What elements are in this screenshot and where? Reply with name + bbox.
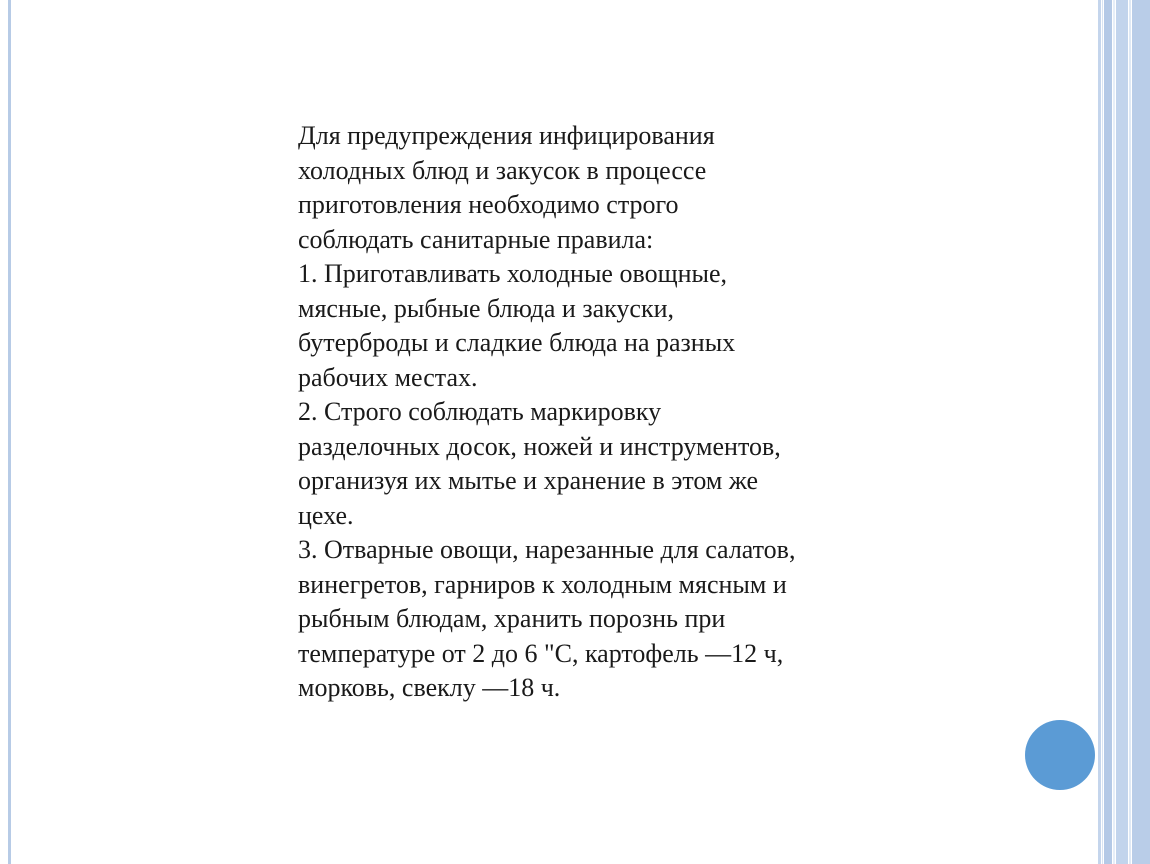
text-line: рыбным блюдам, хранить порознь при	[298, 604, 726, 633]
decorative-circle	[1025, 720, 1095, 790]
text-line: организуя их мытье и хранение в этом же	[298, 466, 759, 495]
stripe	[1104, 0, 1112, 864]
right-decorative-stripes	[1098, 0, 1150, 864]
text-line: разделочных досок, ножей и инструментов,	[298, 431, 781, 461]
stripe	[1098, 0, 1101, 864]
text-line: цехе.	[298, 500, 354, 530]
text-line: температуре от 2 до 6 "С, картофель —12 ч,	[298, 638, 784, 668]
text-line: морковь, свеклу —18 ч.	[298, 673, 561, 702]
list-item-3-line: 3. Отварные овощи, нарезанные для салатов,	[298, 535, 796, 564]
list-item-2-line: 2. Строго соблюдать маркировку	[298, 397, 662, 426]
left-border-line	[8, 0, 11, 864]
stripe	[1129, 0, 1131, 864]
stripe	[1132, 0, 1150, 864]
stripe	[1116, 0, 1128, 864]
stripe	[1102, 0, 1103, 864]
text-line: холодных блюд и закусок в процессе	[298, 155, 707, 185]
text-line: бутерброды и сладкие блюда на разных	[298, 328, 736, 357]
text-line: рабочих местах.	[298, 362, 478, 392]
text-line: Для предупреждения инфицирования	[298, 121, 715, 150]
list-item-1-line: 1. Приготавливать холодные овощные,	[298, 259, 728, 288]
slide-body-text	[298, 119, 868, 706]
text-line: приготовления необходимо строго	[298, 190, 679, 219]
text-line: винегретов, гарниров к холодным мясным и	[298, 569, 787, 599]
stripe	[1113, 0, 1115, 864]
text-line: мясные, рыбные блюда и закуски,	[298, 293, 674, 323]
text-line: соблюдать санитарные правила:	[298, 224, 654, 254]
